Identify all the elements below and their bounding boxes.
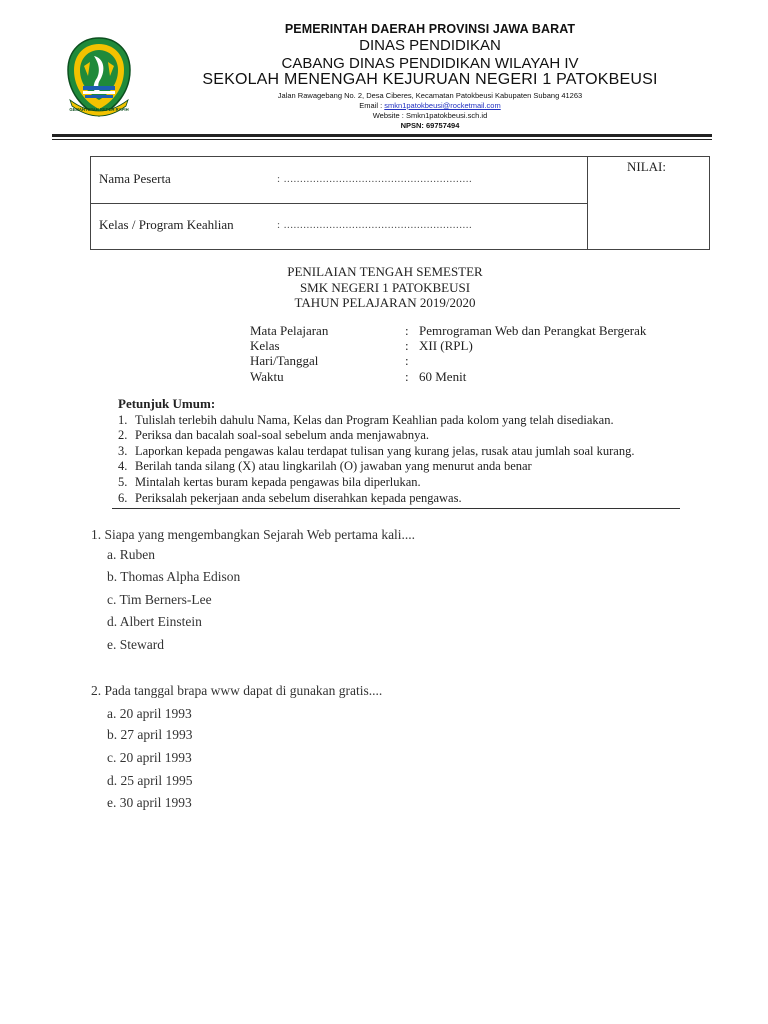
letterhead-agency: DINAS PENDIDIKAN [359, 37, 501, 54]
question-2-option-e[interactable]: e. 30 april 1993 [107, 795, 192, 810]
question-2: 2. Pada tanggal brapa www dapat di gunakan gratis.... [91, 683, 383, 698]
letterhead-website: Website : Smkn1patokbeusi.sch.id [372, 111, 488, 120]
info-value: XII (RPL) [419, 338, 473, 353]
instruction-item: 4. Berilah tanda silang (X) atau lingkarilah (O) jawaban yang menurut anda benar [118, 459, 532, 473]
email-link[interactable]: smkn1patokbeusi@rocketmail.com [384, 101, 501, 110]
logo-motto: GEMAH RIPAH REPEH RAPIH [69, 107, 129, 112]
info-value: 60 Menit [419, 369, 467, 384]
instruction-item: 1. Tulislah terlebih dahulu Nama, Kelas dan Program Keahlian pada kolom yang telah disediakan. [118, 413, 614, 427]
letterhead-rule-thin [52, 139, 712, 140]
identity-divider-vertical [587, 157, 588, 249]
letterhead-npsn: NPSN: 69757494 [400, 121, 460, 130]
info-colon: : [405, 353, 409, 368]
class-field[interactable]: : .......................................................... [277, 219, 473, 231]
question-2-option-b[interactable]: b. 27 april 1993 [107, 727, 193, 742]
instruction-item: 5. Mintalah kertas buram kepada pengawas bila diperlukan. [118, 475, 421, 489]
info-key: Hari/Tanggal [250, 353, 319, 368]
question-1-option-b[interactable]: b. Thomas Alpha Edison [107, 569, 241, 584]
question-1: 1. Siapa yang mengembangkan Sejarah Web pertama kali.... [91, 527, 416, 542]
instructions-title: Petunjuk Umum: [118, 396, 216, 411]
score-label: NILAI: [627, 159, 666, 174]
letterhead-email-line [140, 101, 720, 110]
west-java-emblem-icon [64, 36, 134, 118]
question-1-option-d[interactable]: d. Albert Einstein [107, 614, 202, 629]
letterhead-government: PEMERINTAH DAERAH PROVINSI JAWA BARAT [284, 22, 576, 36]
name-field[interactable]: : .......................................................... [277, 173, 473, 185]
exam-title: PENILAIAN TENGAH SEMESTER [287, 264, 483, 279]
class-label: Kelas / Program Keahlian [99, 217, 234, 232]
info-colon: : [405, 323, 409, 338]
letterhead-address: Jalan Rawagebang No. 2, Desa Ciberes, Kecamatan Patokbeusi Kabupaten Subang 41263 [277, 91, 583, 100]
instruction-item: 2. Periksa dan bacalah soal-soal sebelum anda menjawabnya. [118, 428, 429, 442]
question-1-option-a[interactable]: a. Ruben [107, 547, 155, 562]
name-label: Nama Peserta [99, 171, 171, 186]
question-2-option-c[interactable]: c. 20 april 1993 [107, 750, 192, 765]
info-colon: : [405, 338, 409, 353]
info-colon: : [405, 369, 409, 384]
letterhead-branch: CABANG DINAS PENDIDIKAN WILAYAH IV [281, 55, 579, 72]
identity-divider-horizontal [91, 203, 587, 204]
exam-year: TAHUN PELAJARAN 2019/2020 [294, 295, 476, 310]
info-key: Kelas [250, 338, 280, 353]
instruction-item: 6. Periksalah pekerjaan anda sebelum diserahkan kepada pengawas. [118, 491, 462, 505]
letterhead-school: SEKOLAH MENENGAH KEJURUAN NEGERI 1 PATOKBEUSI [202, 71, 658, 88]
question-2-option-d[interactable]: d. 25 april 1995 [107, 773, 193, 788]
instruction-item: 3. Laporkan kepada pengawas kalau terdapat tulisan yang kurang jelas, rusak atau jumlah soal kurang. [118, 444, 635, 458]
exam-school: SMK NEGERI 1 PATOKBEUSI [299, 280, 471, 295]
letterhead-rule-thick [52, 134, 712, 137]
info-key: Waktu [250, 369, 284, 384]
instructions-rule [112, 508, 680, 509]
question-1-option-e[interactable]: e. Steward [107, 637, 164, 652]
question-2-option-a[interactable]: a. 20 april 1993 [107, 706, 192, 721]
identity-box [90, 156, 710, 250]
info-value: Pemrograman Web dan Perangkat Bergerak [419, 323, 647, 338]
question-1-option-c[interactable]: c. Tim Berners-Lee [107, 592, 212, 607]
info-key: Mata Pelajaran [250, 323, 329, 338]
email-label: Email : [359, 101, 385, 110]
